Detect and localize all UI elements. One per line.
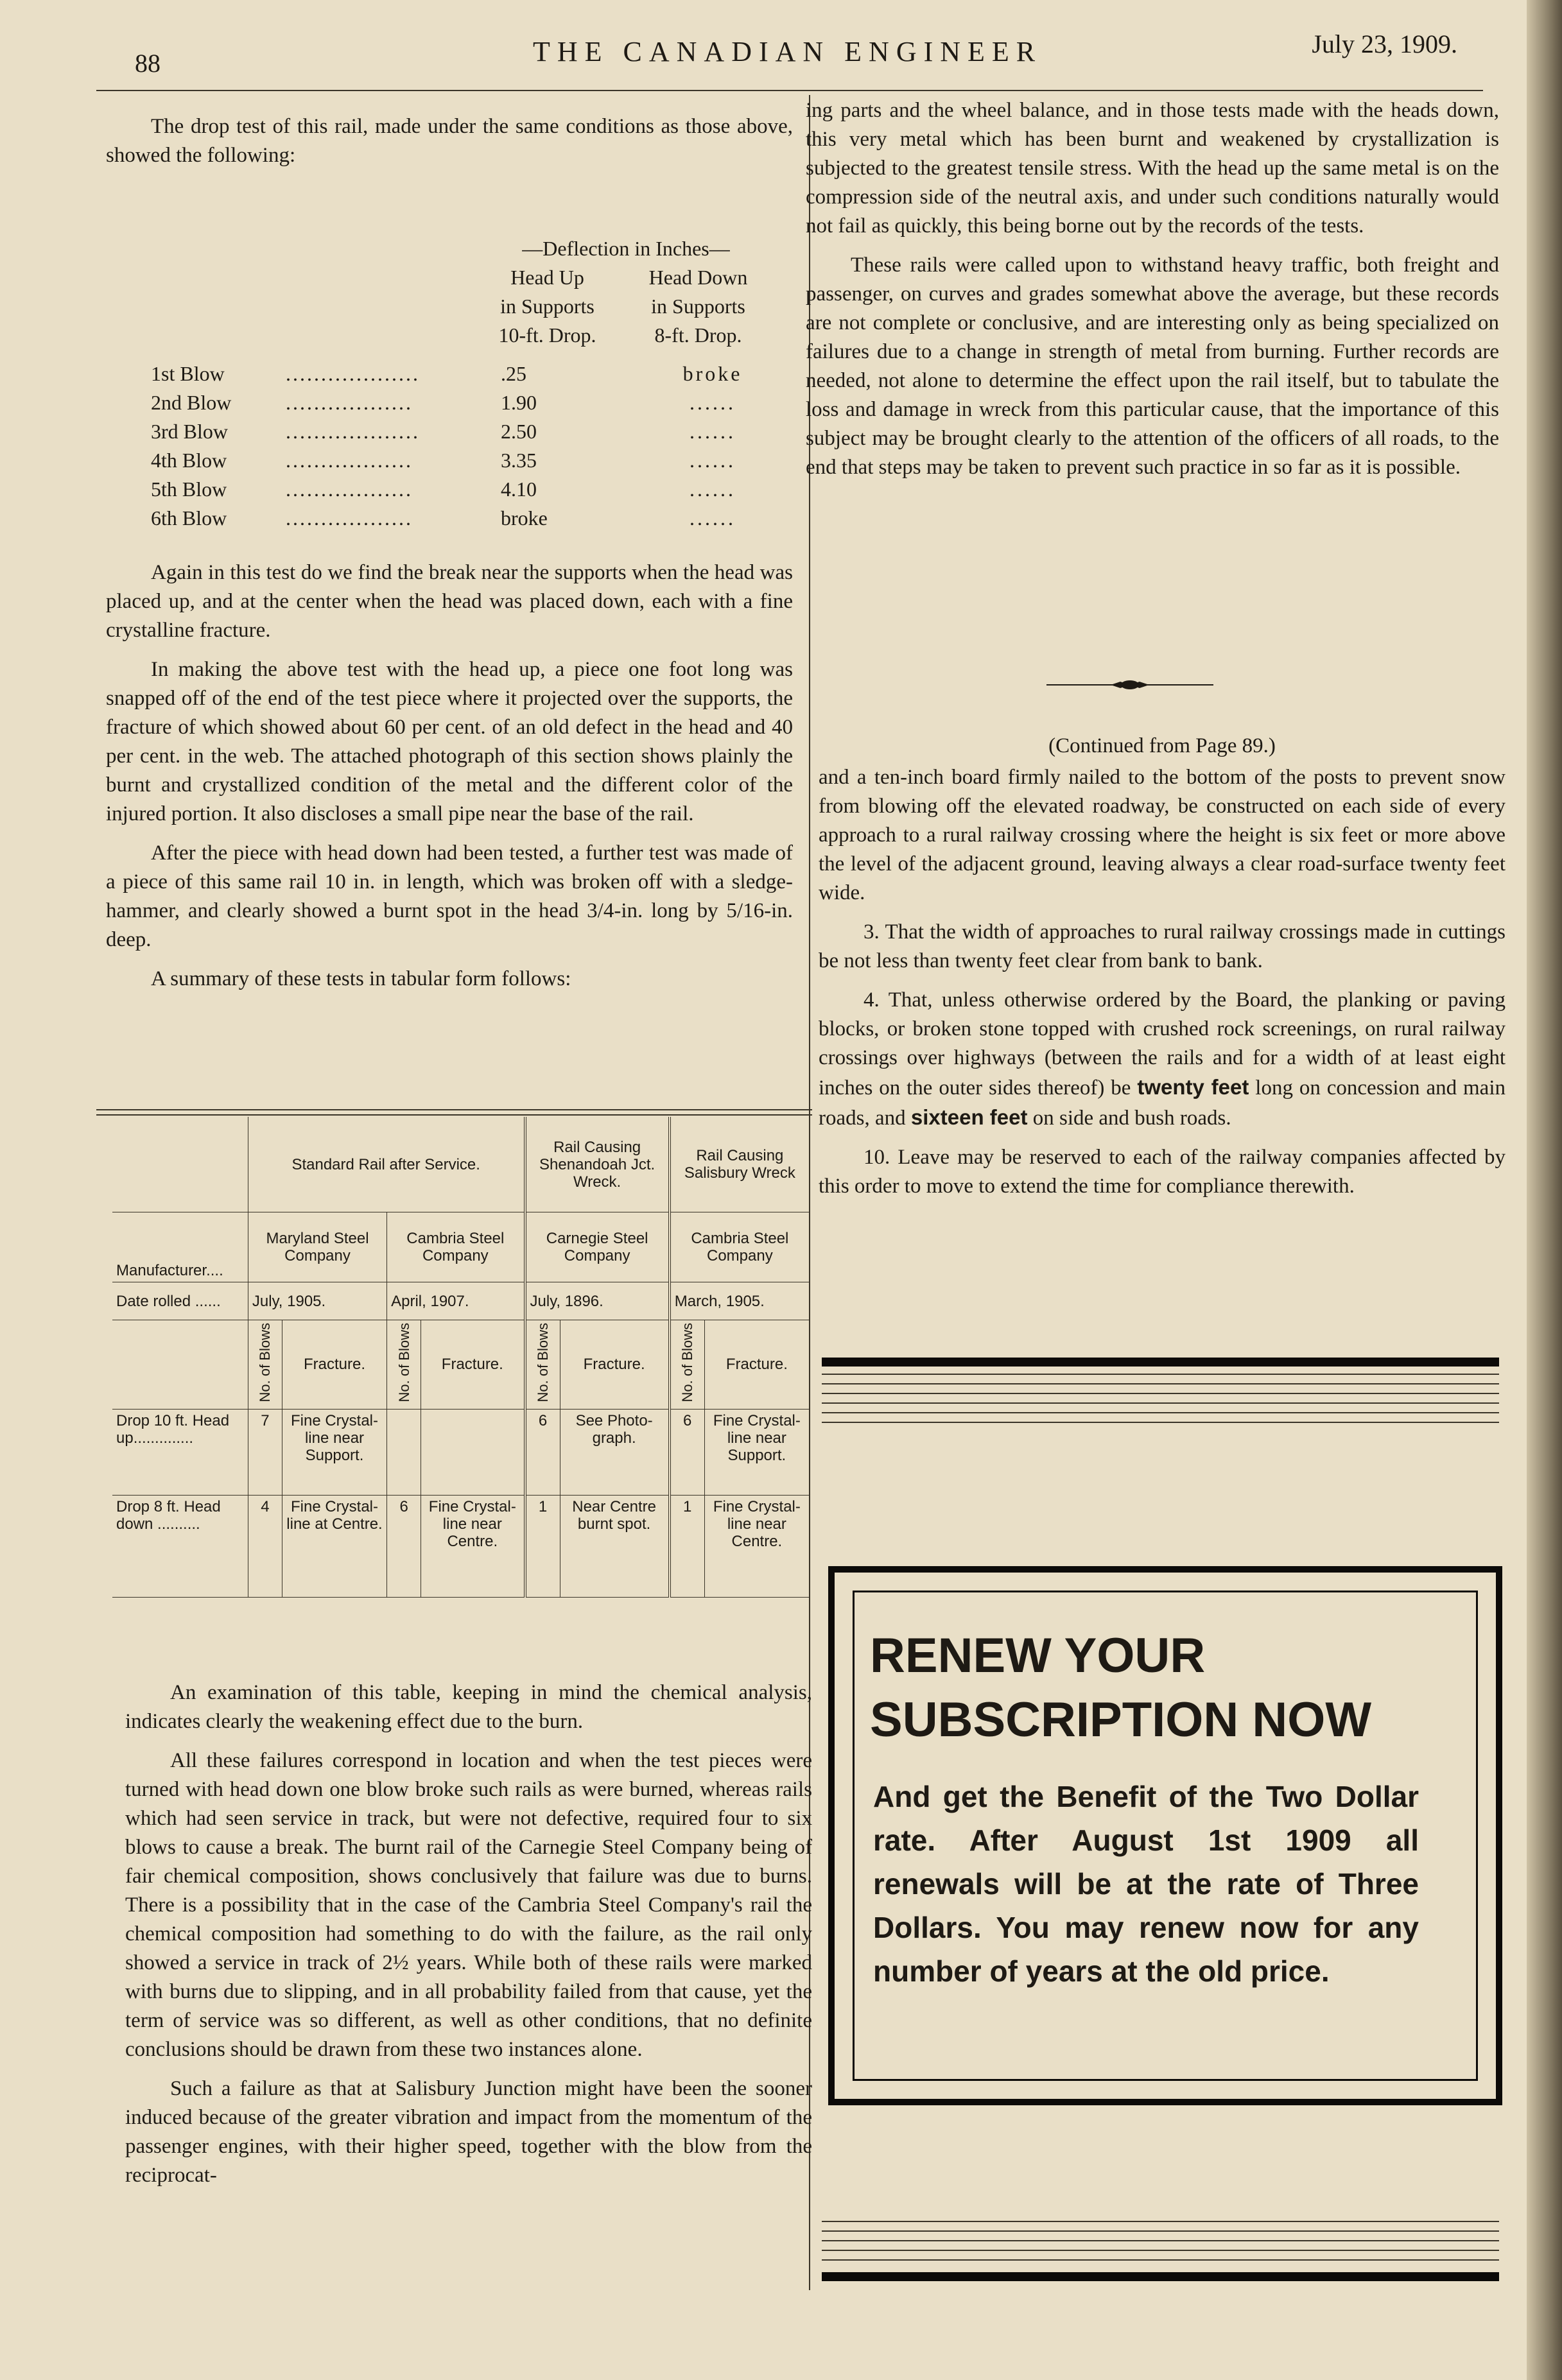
group-standard: Standard Rail after Service. — [248, 1117, 525, 1212]
date-cell: March, 1905. — [670, 1282, 809, 1320]
clause-4-bold: twenty feet — [1137, 1075, 1249, 1099]
leader-dots: .................. — [286, 391, 413, 414]
ad-title — [870, 1624, 1422, 1752]
ornament-divider — [1046, 675, 1213, 694]
journal-title: THE CANADIAN ENGINEER — [533, 36, 1043, 67]
date-cell: April, 1907. — [387, 1282, 525, 1320]
table-date-row — [112, 1282, 809, 1320]
body-paragraph: These rails were called upon to withstand heavy traffic, both freight and passenger, on curves and grades somewhat above the average, but these records are not complete or conclusive, and are interesting only as being specialized on failures due to a change in strength of metal from burning. Further records are needed, not alone to determine the effect upon the rail itself, but to tabulate the loss and damage in wreck from this particular cause, that the importance of this subject may be brought clearly to the attention of the officers of all roads, to the end that steps may be taken to prevent such practice in so far as it is possible. — [806, 254, 1499, 479]
blow-label: 5th Blow — [151, 478, 227, 501]
group-shenandoah: Rail Causing Shenandoah Jct. Wreck. — [525, 1117, 670, 1212]
fracture-cell: Fine Crystal-line near Centre. — [704, 1495, 809, 1597]
body-paragraph: Such a failure as that at Salisbury Junction might have been the sooner induced because of the greater vibration and impact from the momentum of the passenger engines, with their higher speed, together with the blow from the reciprocat- — [125, 2077, 812, 2187]
head-up-value: 3.35 — [501, 449, 537, 472]
blows-header-text: No. of Blows — [395, 1323, 412, 1402]
head-down-value: ...... — [690, 391, 736, 414]
blows-header — [387, 1320, 421, 1410]
thin-rule — [822, 1393, 1499, 1394]
manufacturer-cell: Carnegie Steel Company — [525, 1212, 670, 1282]
blows-cell — [387, 1409, 421, 1495]
subscription-advertisement — [828, 1566, 1502, 2105]
thin-rule — [822, 1422, 1499, 1423]
head-up-value: 1.90 — [501, 391, 537, 414]
thin-rule — [822, 1374, 1499, 1375]
fracture-cell: Fine Crystal-line near Support. — [282, 1409, 386, 1495]
fracture-cell: See Photo-graph. — [560, 1409, 670, 1495]
head-up-value: .25 — [501, 362, 526, 385]
blows-cell: 6 — [387, 1495, 421, 1597]
thin-rule — [822, 2250, 1499, 2251]
deflection-row — [151, 504, 780, 533]
black-bar — [822, 1358, 1499, 1367]
head-down-header — [623, 263, 774, 350]
thin-rule — [822, 1412, 1499, 1413]
fracture-header: Fracture. — [282, 1320, 386, 1410]
head-down-value: ...... — [690, 449, 736, 472]
blank-corner — [112, 1117, 248, 1212]
head-down-line3: 8-ft. Drop. — [654, 323, 742, 347]
leader-dots: ................... — [286, 362, 420, 385]
ad-title-line: RENEW YOUR — [870, 1628, 1206, 1683]
continuation-paragraph: ing parts and the wheel balance, and in those tests made with the heads down, this very metal which has been burnt and weakened by crystallization is subjected to the greatest tensile stress. With the head up the same metal is on the compression side of the neutral axis, and under such conditions naturally would not fail as quickly, this being borne out by the records of the tests. — [806, 99, 1499, 237]
deflection-column-headers — [472, 263, 780, 350]
continued-from-note: (Continued from Page 89.) — [1048, 734, 1276, 757]
clause-4-text: long on concession and main roads, and — [819, 1076, 1506, 1130]
head-up-line3: 10-ft. Drop. — [498, 323, 596, 347]
issue-date: July 23, 1909. — [1312, 30, 1457, 58]
manufacturer-cell: Maryland Steel Company — [248, 1212, 386, 1282]
head-up-header — [472, 263, 623, 350]
blank-cell — [112, 1320, 248, 1410]
thin-rule — [822, 2230, 1499, 2232]
thin-rule — [822, 2240, 1499, 2241]
head-down-line1: Head Down — [648, 266, 748, 289]
body-paragraph: An examination of this table, keeping in mind the chemical analysis, indicates clearly the weakening effect due to the burn. — [125, 1681, 812, 1733]
fracture-cell — [421, 1409, 525, 1495]
blows-header — [670, 1320, 705, 1410]
ad-body: And get the Benefit of the Two Dollar rate. After August 1st 1909 all renewals will be at the rate of Three Dollars. You may renew now for any number of years at the old price. — [873, 1780, 1419, 1988]
leader-dots: ................... — [286, 420, 420, 443]
summary-table — [112, 1117, 809, 1598]
page-number: 88 — [135, 49, 161, 78]
header-rule — [96, 90, 1483, 91]
clause-3: 3. That the width of approaches to rural railway crossings made in cuttings be not less than twenty feet clear from bank to bank. — [819, 920, 1506, 972]
manufacturer-cell: Cambria Steel Company — [387, 1212, 525, 1282]
blows-cell: 6 — [525, 1409, 560, 1495]
blow-label: 3rd Blow — [151, 420, 228, 443]
fracture-cell: Fine Crystal-line near Support. — [704, 1409, 809, 1495]
deflection-row — [151, 417, 780, 446]
manufacturer-cell: Cambria Steel Company — [670, 1212, 809, 1282]
clause-4 — [819, 986, 1506, 1133]
fracture-cell: Near Centre burnt spot. — [560, 1495, 670, 1597]
group-salisbury: Rail Causing Salisbury Wreck — [670, 1117, 809, 1212]
blows-header-text: No. of Blows — [257, 1323, 273, 1402]
manufacturer-label: Manufacturer.... — [112, 1212, 248, 1282]
body-paragraph: In making the above test with the head up, a piece one foot long was snapped off of the end of the test piece where it projected over the supports, the fracture of which showed about 60 per cent. of an old defect in the head and 40 per cent. in the web. The attached photograph of this section shows plainly the burnt and crystallized condition of the metal and the different color of the injured portion. It also discloses a small pipe near the base of the rail. — [106, 658, 793, 825]
fracture-cell: Fine Crystal-line near Centre. — [421, 1495, 525, 1597]
clause-10: 10. Leave may be reserved to each of the railway companies affected by this order to move to extend the time for compliance therewith. — [819, 1146, 1506, 1198]
deflection-row — [151, 388, 780, 417]
fracture-header: Fracture. — [704, 1320, 809, 1410]
body-paragraph: After the piece with head down had been tested, a further test was made of a piece of this same rail 10 in. in length, which was broken off with a sledge-hammer, and clearly showed a burnt spot in the head 3/4-in. long by 5/16-in. deep. — [106, 841, 793, 951]
table-row — [112, 1495, 809, 1597]
blow-label: 4th Blow — [151, 449, 227, 472]
thin-rule — [822, 2259, 1499, 2261]
date-cell: July, 1896. — [525, 1282, 670, 1320]
head-down-value: ...... — [690, 506, 736, 530]
blow-label: 1st Blow — [151, 362, 225, 385]
blows-cell: 4 — [248, 1495, 282, 1597]
blows-cell: 7 — [248, 1409, 282, 1495]
head-down-value: ...... — [690, 478, 736, 501]
head-up-line1: Head Up — [510, 266, 584, 289]
head-up-line2: in Supports — [500, 295, 594, 318]
blows-cell: 1 — [670, 1495, 705, 1597]
clause-4-text: 4. That, unless otherwise ordered by the Board, the planking or paving blocks, or broken stone topped with crushed rock screenings, on rural railway crossings over highways (between the rails and for a width of at least eight inches on the outer sides thereof) be — [819, 988, 1506, 1099]
blows-header-text: No. of Blows — [679, 1323, 696, 1402]
clause-4-text: on side and bush roads. — [1027, 1107, 1231, 1130]
table-top-rule-2 — [96, 1114, 812, 1116]
page-edge-shadow — [1527, 0, 1562, 2380]
thin-rule — [822, 1383, 1499, 1384]
deflection-row — [151, 475, 780, 504]
head-down-value: ...... — [690, 420, 736, 443]
body-paragraph: Again in this test do we find the break near the supports when the head was placed up, and at the center when the head was placed down, each with a fine crystalline fracture. — [106, 561, 793, 642]
deflection-row — [151, 359, 780, 388]
fracture-header: Fracture. — [421, 1320, 525, 1410]
head-down-line2: in Supports — [651, 295, 745, 318]
intro-paragraph: The drop test of this rail, made under the same conditions as those above, showed the following: — [106, 115, 793, 167]
left-conclusion-text — [125, 1678, 812, 2200]
body-paragraph: All these failures correspond in location and when the test pieces were turned with head down one blow broke such rails as were burned, whereas rails which had seen service in track, but were not defective, required four to six blows to cause a break. The burnt rail of the Carnegie Steel Company being of fair chemical composition, shows conclusively that failure was due to burns. There is a possibility that in the case of the Cambria Steel Company's rail the chemical composition had something to do with the failure, as the rail only showed a service in track of 2½ years. While both of these rails were marked with burns due to slipping, and in all probability failed from that cause, yet the term of service was so different, as well as other conditions, that no definite conclusions should be drawn from these two instances alone. — [125, 1749, 812, 2061]
blow-label: 2nd Blow — [151, 391, 232, 414]
table-manufacturer-row — [112, 1212, 809, 1282]
deflection-row — [151, 446, 780, 475]
right-article-continuation — [806, 96, 1499, 492]
blows-header — [248, 1320, 282, 1410]
fracture-header: Fracture. — [560, 1320, 670, 1410]
thin-rule — [822, 2221, 1499, 2222]
right-order-text — [819, 732, 1506, 1211]
head-up-value: broke — [501, 506, 548, 530]
table-subheader-row — [112, 1320, 809, 1410]
thin-rule — [822, 1402, 1499, 1404]
body-paragraph: and a ten-inch board firmly nailed to the bottom of the posts to prevent snow from blowing off the elevated roadway, be constructed on each side of every approach to a rural railway crossing where the height is six feet or more above the level of the adjacent ground, leaving always a clear road-surface twenty feet wide. — [819, 766, 1506, 904]
ad-title-line: SUBSCRIPTION NOW — [870, 1693, 1372, 1747]
deflection-heading: —Deflection in Inches— — [522, 237, 730, 260]
left-body-text — [106, 558, 793, 1004]
leader-dots: .................. — [286, 506, 413, 530]
leader-dots: .................. — [286, 449, 413, 472]
blow-label: 6th Blow — [151, 506, 227, 530]
body-paragraph: A summary of these tests in tabular form follows: — [151, 967, 571, 990]
table-row — [112, 1409, 809, 1495]
blows-header-text: No. of Blows — [535, 1323, 551, 1402]
date-label: Date rolled ...... — [112, 1282, 248, 1320]
date-cell: July, 1905. — [248, 1282, 386, 1320]
drop-10ft-label: Drop 10 ft. Head up.............. — [112, 1409, 248, 1495]
left-intro — [106, 112, 793, 180]
page-header — [96, 29, 1457, 87]
table-top-rule — [96, 1109, 812, 1110]
blows-cell: 1 — [525, 1495, 560, 1597]
leader-dots: .................. — [286, 478, 413, 501]
drop-8ft-label: Drop 8 ft. Head down .......... — [112, 1495, 248, 1597]
blows-header — [525, 1320, 560, 1410]
deflection-rows — [151, 359, 780, 533]
clause-4-bold: sixteen feet — [910, 1105, 1028, 1129]
black-bar — [822, 2272, 1499, 2281]
blows-cell: 6 — [670, 1409, 705, 1495]
fracture-cell: Fine Crystal-line at Centre. — [282, 1495, 386, 1597]
head-down-value: broke — [682, 362, 743, 385]
head-up-value: 4.10 — [501, 478, 537, 501]
table-group-header-row — [112, 1117, 809, 1212]
head-up-value: 2.50 — [501, 420, 537, 443]
